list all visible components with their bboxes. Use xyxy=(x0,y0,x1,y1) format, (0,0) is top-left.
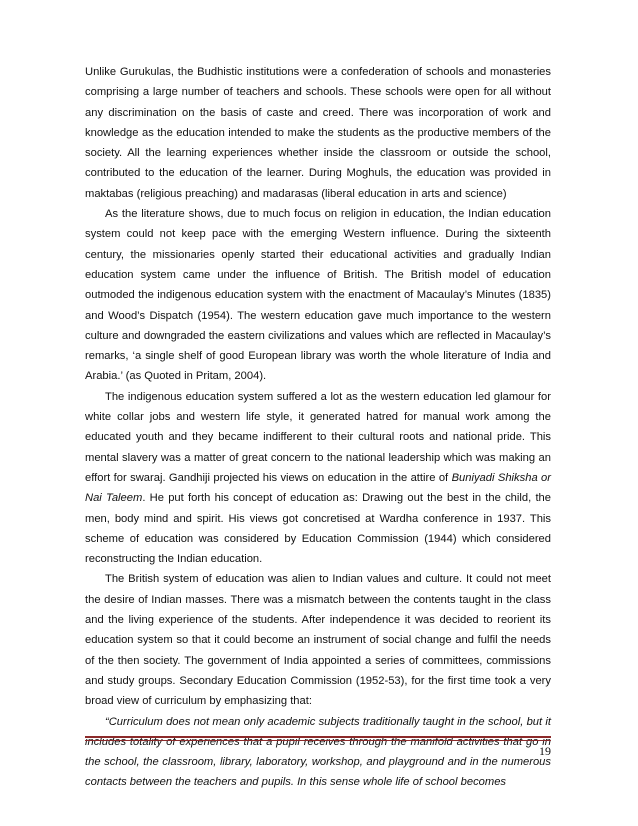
document-body xyxy=(85,62,551,793)
paragraph-1-text: Unlike Gurukulas, the Budhistic institutions were a confederation of schools and monasteries comprising a large number of teachers and schools. These schools were open for all without any discrimination on the basis of caste and creed. There was incorporation of work and knowledge as the education intended to make the students as the productive members of the society. All the learning experiences whether inside the classroom or outside the school, contributed to the education of the learner. During Moghuls, the education was provided in maktabas (religious preaching) and madarasas (liberal education in arts and science) xyxy=(85,66,551,200)
paragraph-3-italic-term: Buniyadi Shiksha or Nai Taleem xyxy=(85,471,551,505)
paragraph-1 xyxy=(85,62,551,204)
footer-rule-thick xyxy=(85,736,551,738)
quotation-paragraph xyxy=(85,712,551,793)
paragraph-2-text: As the literature shows, due to much focus on religion in education, the Indian education system could not keep pace with the emerging Western influence. During the sixteenth century, the missionaries openly started their educational activities and gradually Indian education system came under the influence of British. The British model of education outmoded the indigenous education system with the enactment of Macaulay’s Minutes (1835) and Wood’s Dispatch (1954). The western education gave much importance to the western culture and downgraded the eastern civilizations and values which are reflected in Macaulay’s remarks, ‘a single shelf of good European library was worth the whole literature of India and Arabia.’ (as Quoted in Pritam, 2004). xyxy=(85,208,551,383)
page-number: 19 xyxy=(539,744,551,758)
paragraph-3 xyxy=(85,387,551,570)
paragraph-3-text-b: . He put forth his concept of education as: Drawing out the best in the child, the men, body mind and spirit. His views got concretised at Wardha conference in 1937. This scheme of education was considered by Education Commission (1944) which considered reconstructing the Indian education. xyxy=(85,492,551,566)
footer-rule-thin xyxy=(85,740,551,741)
paragraph-3-text-a: The indigenous education system suffered a lot as the western education led glamour for white collar jobs and western life style, it generated hatred for manual work among the educated youth and they became indifferent to their cultural roots and national pride. This mental slavery was a matter of great concern to the national leadership which was making an effort for swaraj. Gandhiji projected his views on education in the attire of xyxy=(85,390,551,484)
paragraph-4-text: The British system of education was alien to Indian values and culture. It could not meet the desire of Indian masses. There was a mismatch between the contents taught in the class and the living experience of the students. After independence it was decided to reorient its education system so that it could become an instrument of social change and fulfil the needs of the then society. The government of India appointed a series of committees, commissions and study groups. Secondary Education Commission (1952-53), for the first time took a very broad view of curriculum by emphasizing that: xyxy=(85,573,551,708)
paragraph-2 xyxy=(85,204,551,387)
paragraph-4 xyxy=(85,569,551,711)
quotation-text: “Curriculum does not mean only academic subjects traditionally taught in the school, but it includes totality of experiences that a pupil receives through the manifold activities that go in the school, the classroom, library, laboratory, workshop, and playground and in the numerous contacts between the teachers and pupils. In this sense whole life of school becomes xyxy=(85,715,551,789)
